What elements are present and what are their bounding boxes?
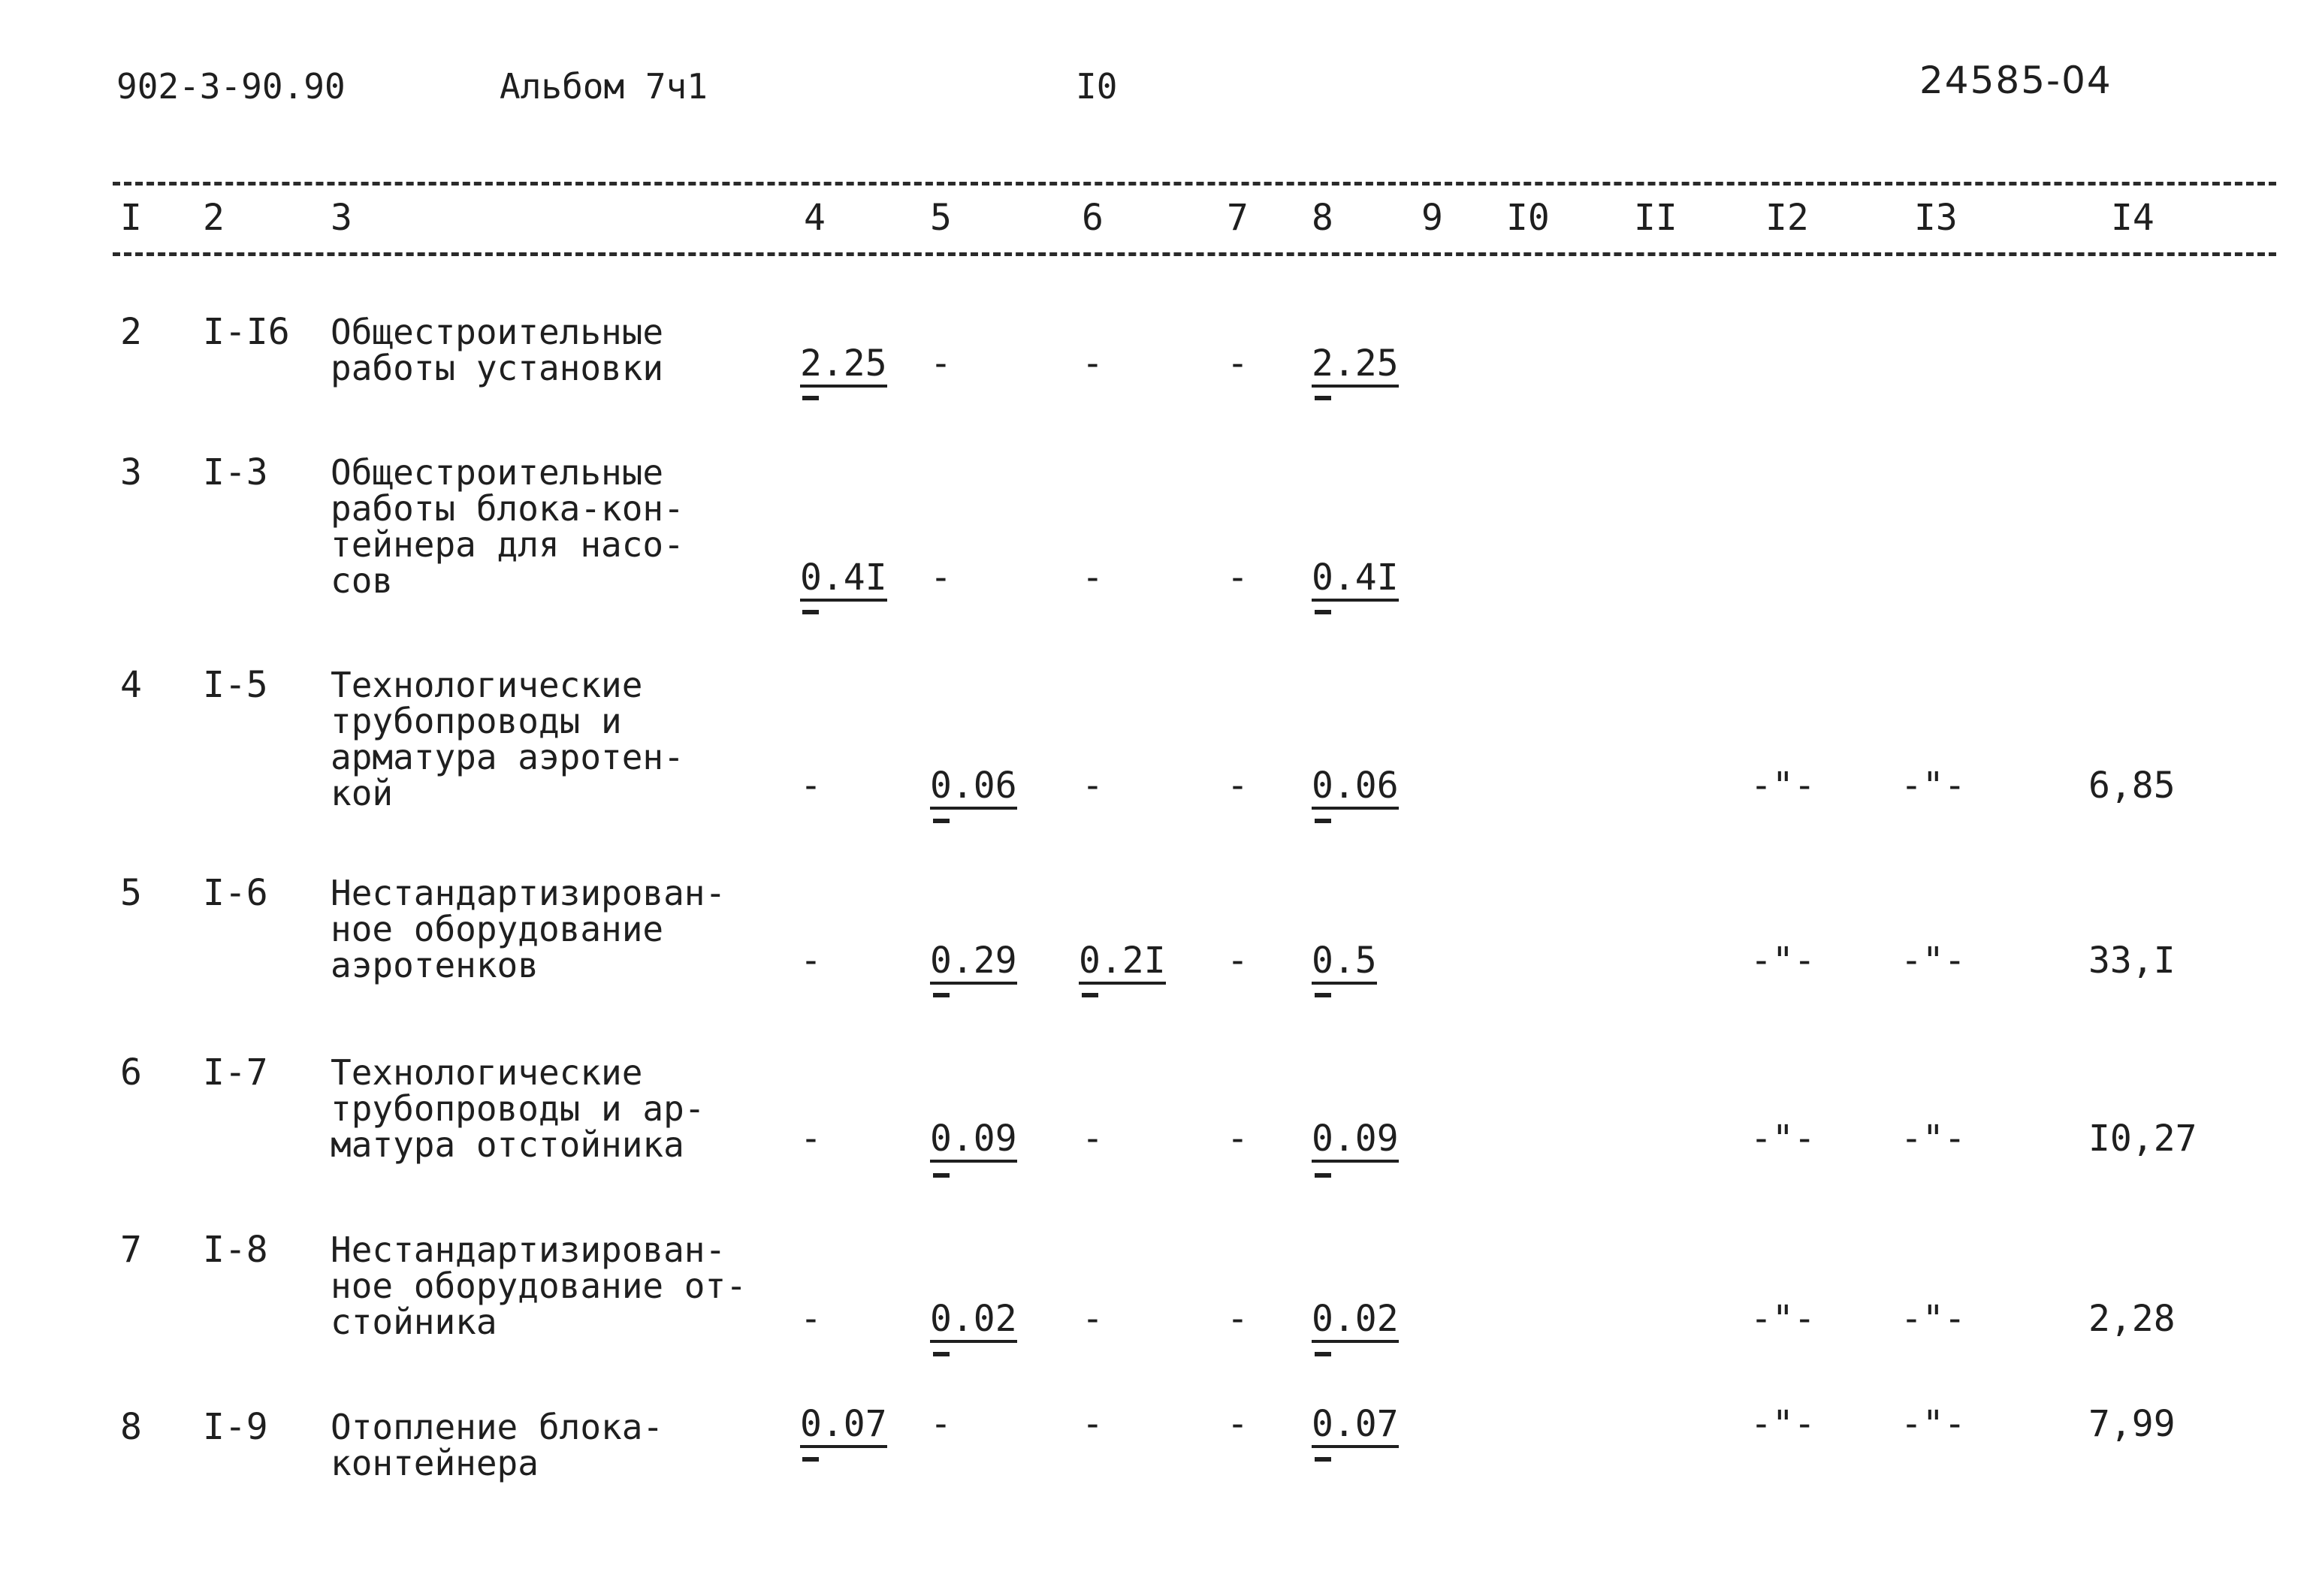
description-line: Технологические xyxy=(331,1052,643,1093)
row-description xyxy=(331,667,684,811)
description-line: работы установки xyxy=(331,348,664,388)
row-description xyxy=(331,1409,663,1481)
value-col-5: 0.29 xyxy=(930,943,1017,985)
value-col-8: 0.02 xyxy=(1312,1301,1399,1343)
underline-mark xyxy=(1315,1352,1331,1356)
description-line: контейнера xyxy=(331,1443,539,1483)
value-col-4: 0.07 xyxy=(800,1406,887,1448)
row-reference: I-5 xyxy=(203,664,268,706)
value-col-5: 0.06 xyxy=(930,768,1017,810)
underline-mark xyxy=(802,610,819,614)
column-header: 3 xyxy=(331,197,352,239)
row-description xyxy=(331,1054,705,1163)
description-line: Нестандартизирован- xyxy=(331,873,726,913)
inventory-number: 24585-04 xyxy=(1919,59,2112,102)
row-description xyxy=(331,1229,747,1342)
value-col-4: - xyxy=(800,765,822,807)
value-col-7: - xyxy=(1227,765,1249,807)
header-top-rule xyxy=(113,182,2276,186)
value-col-4: 0.4I xyxy=(800,560,887,602)
description-line: тейнера для насо- xyxy=(331,524,684,565)
value-col-12: -"- xyxy=(1750,1118,1816,1160)
column-header: 4 xyxy=(804,197,826,239)
row-number: 2 xyxy=(120,311,142,353)
album-label: Альбом 7ч1 xyxy=(500,66,708,107)
description-line: Общестроительные xyxy=(331,452,664,493)
value-col-4: - xyxy=(800,940,822,982)
value-col-14: 7,99 xyxy=(2088,1403,2176,1445)
underline-mark xyxy=(1315,396,1331,400)
underline-mark xyxy=(1315,1457,1331,1462)
column-header: 6 xyxy=(1082,197,1104,239)
underline-mark xyxy=(933,1352,950,1356)
column-header: 8 xyxy=(1312,197,1333,239)
document-code: 902-3-90.90 xyxy=(116,66,346,107)
description-line: Технологические xyxy=(331,665,643,705)
column-header: I3 xyxy=(1914,197,1958,239)
underline-mark xyxy=(1315,1173,1331,1178)
value-col-12: -"- xyxy=(1750,1403,1816,1445)
value-col-12: -"- xyxy=(1750,1298,1816,1340)
description-line: трубопроводы и ар- xyxy=(331,1088,705,1129)
row-description xyxy=(331,454,684,599)
row-number: 7 xyxy=(120,1229,142,1271)
value-col-6: - xyxy=(1082,1403,1104,1445)
value-col-12: -"- xyxy=(1750,940,1816,982)
description-line: кой xyxy=(331,773,394,813)
underline-mark xyxy=(933,993,950,997)
value-col-13: -"- xyxy=(1901,940,1966,982)
column-header: 7 xyxy=(1227,197,1249,239)
column-header: I0 xyxy=(1506,197,1550,239)
row-number: 8 xyxy=(120,1406,142,1448)
value-col-13: -"- xyxy=(1901,1403,1966,1445)
underline-mark xyxy=(802,1457,819,1462)
underline-mark xyxy=(933,1173,950,1178)
value-col-6: - xyxy=(1082,765,1104,807)
value-col-12: -"- xyxy=(1750,765,1816,807)
column-header: 2 xyxy=(203,197,225,239)
underline-mark xyxy=(1315,610,1331,614)
value-col-6: - xyxy=(1082,342,1104,385)
row-number: 3 xyxy=(120,451,142,493)
value-col-8: 0.5 xyxy=(1312,943,1377,985)
value-col-7: - xyxy=(1227,557,1249,599)
underline-mark xyxy=(933,819,950,823)
value-col-6: 0.2I xyxy=(1079,943,1166,985)
value-col-8: 0.4I xyxy=(1312,560,1399,602)
value-col-4: 2.25 xyxy=(800,345,887,388)
value-col-14: 6,85 xyxy=(2088,765,2176,807)
value-col-14: 33,I xyxy=(2088,940,2176,982)
page-number: I0 xyxy=(1076,66,1118,107)
value-col-7: - xyxy=(1227,342,1249,385)
value-col-8: 0.06 xyxy=(1312,768,1399,810)
row-reference: I-3 xyxy=(203,451,268,493)
row-description xyxy=(331,314,663,386)
value-col-5: 0.02 xyxy=(930,1301,1017,1343)
row-reference: I-7 xyxy=(203,1051,268,1094)
description-line: матура отстойника xyxy=(331,1124,684,1165)
value-col-5: - xyxy=(930,557,952,599)
value-col-14: 2,28 xyxy=(2088,1298,2176,1340)
row-description xyxy=(331,875,726,983)
value-col-5: - xyxy=(930,1403,952,1445)
underline-mark xyxy=(1082,993,1098,997)
column-header: 5 xyxy=(930,197,952,239)
description-line: работы блока-кон- xyxy=(331,488,684,529)
value-col-13: -"- xyxy=(1901,1118,1966,1160)
row-reference: I-I6 xyxy=(203,311,290,353)
value-col-7: - xyxy=(1227,1118,1249,1160)
description-line: ное оборудование от- xyxy=(331,1266,747,1306)
column-header: 9 xyxy=(1421,197,1443,239)
value-col-5: - xyxy=(930,342,952,385)
row-reference: I-9 xyxy=(203,1406,268,1448)
row-reference: I-6 xyxy=(203,872,268,914)
description-line: стойника xyxy=(331,1302,497,1342)
description-line: ное оборудование xyxy=(331,909,664,949)
value-col-14: I0,27 xyxy=(2088,1118,2197,1160)
value-col-6: - xyxy=(1082,557,1104,599)
value-col-4: - xyxy=(800,1298,822,1340)
value-col-5: 0.09 xyxy=(930,1121,1017,1163)
header-bottom-rule xyxy=(113,252,2276,256)
underline-mark xyxy=(802,396,819,400)
value-col-4: - xyxy=(800,1118,822,1160)
row-number: 6 xyxy=(120,1051,142,1094)
value-col-6: - xyxy=(1082,1298,1104,1340)
value-col-7: - xyxy=(1227,1298,1249,1340)
value-col-6: - xyxy=(1082,1118,1104,1160)
row-reference: I-8 xyxy=(203,1229,268,1271)
column-header: I xyxy=(120,197,142,239)
description-line: арматура аэротен- xyxy=(331,737,684,777)
value-col-8: 0.07 xyxy=(1312,1406,1399,1448)
row-number: 4 xyxy=(120,664,142,706)
description-line: сов xyxy=(331,560,394,601)
value-col-8: 2.25 xyxy=(1312,345,1399,388)
row-number: 5 xyxy=(120,872,142,914)
description-line: аэротенков xyxy=(331,945,539,985)
value-col-7: - xyxy=(1227,1403,1249,1445)
value-col-13: -"- xyxy=(1901,1298,1966,1340)
value-col-13: -"- xyxy=(1901,765,1966,807)
value-col-7: - xyxy=(1227,940,1249,982)
description-line: Отопление блока- xyxy=(331,1407,664,1447)
underline-mark xyxy=(1315,819,1331,823)
description-line: трубопроводы и xyxy=(331,701,622,741)
description-line: Нестандартизирован- xyxy=(331,1229,726,1270)
column-header: II xyxy=(1634,197,1677,239)
description-line: Общестроительные xyxy=(331,312,664,352)
value-col-8: 0.09 xyxy=(1312,1121,1399,1163)
column-header: I4 xyxy=(2111,197,2155,239)
underline-mark xyxy=(1315,993,1331,997)
column-header: I2 xyxy=(1765,197,1809,239)
